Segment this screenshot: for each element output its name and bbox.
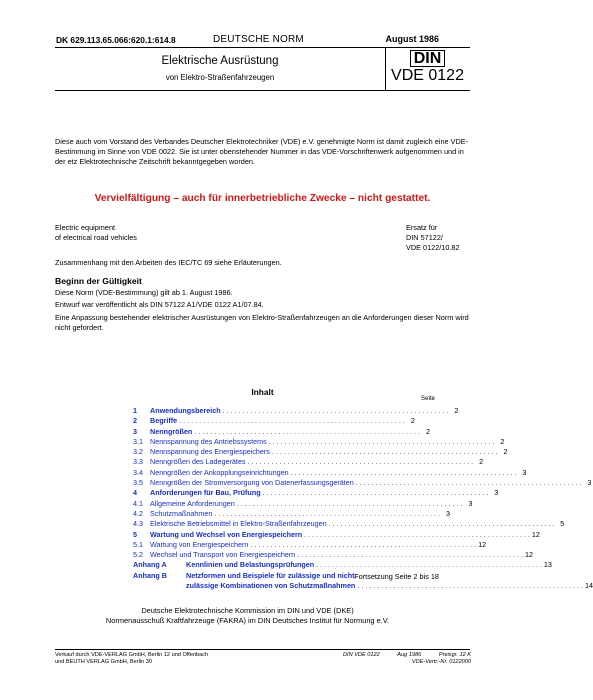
toc-leader-dots: . . . . . . . . . . . . . . . . . . . . . . . . . . . . . . . . . . . . . . . . . . . . . . . . . . . . . . . . . — [248, 539, 477, 549]
toc-entry-text: Wartung und Wechsel von Energiespeichern — [150, 529, 303, 539]
toc-entry[interactable] — [133, 529, 540, 540]
footer-divider — [55, 649, 470, 650]
toc-entry[interactable] — [133, 447, 508, 457]
toc-entry-number: 3.3 — [133, 457, 143, 467]
toc-entry-page: 12 — [524, 550, 533, 560]
toc-leader-dots: . . . . . . . . . . . . . . . . . . . . . . . . . . . . . . . . . . . . . . . . . . . . . . . . . . . . . . . . . — [260, 488, 489, 498]
commission-line: Deutsche Elektrotechnische Kommission im DIN und VDE (DKE) — [141, 606, 354, 615]
toc-entry[interactable] — [133, 550, 533, 560]
norm-type: DEUTSCHE NORM — [213, 34, 304, 45]
toc-page-label: Seite — [420, 395, 435, 402]
toc-entry-page: 2 — [479, 457, 484, 467]
toc-leader-dots: . . . . . . . . . . . . . . . . . . . . . . . . . . . . . . . . . . . . . . . . . . . . . . . . . . . . . . . . . — [234, 498, 463, 508]
copy-notice: Vervielfältigung – auch für innerbetriebliche Zwecke – nicht gestattet. — [94, 193, 431, 204]
toc-entry[interactable] — [133, 560, 552, 570]
din-logo-text: DIN — [410, 50, 446, 67]
toc-leader-dots: . . . . . . . . . . . . . . . . . . . . . . . . . . . . . . . . . . . . . . . . . . . . . . . . . . . . . . . . . — [295, 550, 523, 560]
iec-note: Zusammenhang mit den Arbeiten des IEC/TC 69 siehe Erläuterungen. — [55, 258, 282, 267]
document-subtitle: von Elektro-Straßenfahrzeugen — [165, 73, 275, 82]
toc-entry-number: 1 — [133, 406, 137, 415]
toc-entry[interactable] — [133, 426, 430, 437]
toc-entry-title — [150, 509, 440, 519]
toc-entry-page: 3 — [445, 508, 450, 518]
english-title-line: Electric equipment — [55, 223, 116, 232]
replaces-line: VDE 0122/10.82 — [406, 243, 460, 252]
din-logo — [385, 50, 470, 68]
toc-entry-text: Wartung von Energiespeichern — [150, 539, 249, 549]
toc-entry[interactable] — [133, 498, 473, 509]
toc-leader-dots: . . . . . . . . . . . . . . . . . . . . . . . . . . . . . . . . . . . . . . . . . . . . . . . . . . . . . . . . . — [353, 478, 582, 488]
toc-entry-number: 2 — [133, 416, 137, 426]
footer-left — [55, 652, 208, 666]
toc-leader-dots: . . . . . . . . . . . . . . . . . . . . . . . . . . . . . . . . . . . . . . . . . . . . . . . . . . . . . . . . . — [314, 560, 542, 570]
toc-entry-text: Anwendungsbereich — [150, 406, 221, 415]
toc-entry-title — [150, 530, 530, 540]
toc-entry-number: 4 — [133, 488, 137, 498]
toc-leader-dots: . . . . . . . . . . . . . . . . . . . . . . . . . . . . . . . . . . . . . . . . . . . . . . . . . . . . . . . . . — [245, 457, 474, 467]
toc-entry-text: Nennspannung des Antriebssystems — [150, 436, 267, 446]
toc-entry-text: Wechsel und Transport von Energiespeichern — [150, 550, 296, 560]
toc-entry-number: 3.2 — [133, 447, 143, 457]
toc-entry-page: 2 — [503, 447, 508, 457]
toc-leader-dots: . . . . . . . . . . . . . . . . . . . . . . . . . . . . . . . . . . . . . . . . . . . . . . . . . . . . . . . . . — [269, 447, 498, 457]
toc-entry-title — [150, 488, 488, 498]
toc-entry-page: 3 — [587, 478, 592, 488]
toc-entry-page: 14 — [584, 581, 593, 591]
intro-paragraph: Diese auch vom Vorstand des Verbandes Deutscher Elektrotechniker (VDE) e.V. genehmigte Norm ist damit zugleich eine VDE-Bestimmung im Sinne von VDE 0022. Sie ist unter obenstehender Nummer in das VDE-Vorschriftenwerk aufgenommen und in der etz Elektrotechnische Zeitschrift bekanntgegeben worden. — [55, 137, 469, 166]
toc-entry-number: Anhang A — [133, 560, 167, 570]
footer-left-line: Verkauf durch VDE-VERLAG GmbH, Berlin 12 und Offenbach — [55, 652, 209, 658]
toc-entry-number: 5 — [133, 529, 137, 539]
toc-entry-text: Schutzmaßnahmen — [150, 508, 213, 518]
dk-number: DK 629.113.65.066:620.1:614.8 — [56, 35, 176, 45]
toc-entry-text: Netzformen und Beispiele für zulässige und nicht — [186, 570, 355, 580]
toc-entry-text: Allgemeine Anforderungen — [150, 498, 235, 508]
toc-entry-number: 4.2 — [133, 508, 143, 518]
toc-entry-number: Anhang B — [133, 570, 167, 580]
toc-entry-page: 12 — [478, 539, 487, 549]
toc-leader-dots: . . . . . . . . . . . . . . . . . . . . . . . . . . . . . . . . . . . . . . . . . . . . . . . . . . . . . . . . . — [177, 416, 405, 426]
continuation-note: Fortsetzung Seite 2 bis 18 — [354, 572, 439, 581]
toc-entry-page: 12 — [531, 529, 540, 539]
toc-leader-dots: . . . . . . . . . . . . . . . . . . . . . . . . . . . . . . . . . . . . . . . . . . . . . . . . . . . . . . . . . — [326, 519, 555, 529]
footer-date: Aug 1986 — [397, 652, 422, 658]
toc-entry-title — [150, 457, 473, 467]
toc-entry-page: 3 — [522, 467, 527, 477]
toc-entry-text: Kennlinien und Belastungsprüfungen — [186, 560, 315, 570]
toc-entry-page: 2 — [454, 406, 459, 415]
toc-title: Inhalt — [251, 387, 274, 397]
toc-entry-text: Nenngrößen — [150, 426, 193, 436]
toc-entry[interactable] — [133, 467, 527, 478]
toc-entry[interactable] — [133, 488, 499, 498]
toc-entry-page: 2 — [500, 436, 505, 446]
adaptation-note: Eine Anpassung bestehender elektrischer Ausrüstungen von Elektro-Straßenfahrzeugen an die Anforderungen dieser Norm wird nicht gefordert. — [55, 313, 469, 332]
toc-entry-text: Nennspannung des Energiespeichers — [150, 447, 270, 457]
toc-leader-dots: . . . . . . . . . . . . . . . . . . . . . . . . . . . . . . . . . . . . . . . . . . . . . . . . . . . . . . . . . — [288, 467, 517, 477]
toc-leader-dots: . . . . . . . . . . . . . . . . . . . . . . . . . . . . . . . . . . . . . . . . . . . . . . . . . . . . . . . . . — [302, 529, 530, 539]
toc-entry-page: 2 — [410, 416, 415, 426]
toc-entry-number: 3.1 — [133, 436, 143, 446]
toc-entry-title — [150, 427, 420, 437]
toc-entry-text: Nenngrößen des Ladegerätes — [150, 457, 246, 467]
toc-entry[interactable] — [133, 416, 415, 426]
toc-entry[interactable] — [133, 406, 459, 416]
toc-entry-text: Nenngrößen der Ankopplungseinrichtungen — [150, 467, 289, 477]
toc-entry-title — [150, 519, 554, 529]
toc-entry-number: 3.5 — [133, 478, 143, 488]
toc-entry[interactable] — [133, 457, 484, 467]
toc-entry-title — [150, 478, 581, 488]
replaces-block — [406, 223, 460, 253]
toc-entry-title — [150, 437, 494, 447]
toc-entry-title — [186, 581, 583, 591]
toc-entry[interactable] — [133, 478, 592, 488]
toc-entry-page: 5 — [560, 519, 565, 529]
toc-leader-dots: . . . . . . . . . . . . . . . . . . . . . . . . . . . . . . . . . . . . . . . . . . . . . . . . . . . . . . . . . — [266, 436, 495, 446]
toc-entry-number: 5.1 — [133, 539, 143, 549]
toc-entry-number: 3 — [133, 426, 137, 436]
toc-leader-dots: . . . . . . . . . . . . . . . . . . . . . . . . . . . . . . . . . . . . . . . . . . . . . . . . . . . . . . . . . — [192, 426, 420, 436]
toc-entry[interactable] — [133, 539, 487, 550]
toc-entry-title — [186, 560, 542, 570]
toc-entry-title — [150, 406, 448, 416]
toc-entry-title — [150, 447, 498, 457]
toc-entry-title — [150, 550, 523, 560]
toc-entry-text: zulässige Kombinationen von Schutzmaßnahmen — [186, 581, 356, 591]
issue-date: August 1986 — [385, 34, 439, 44]
validity-heading: Beginn der Gültigkeit — [55, 276, 142, 286]
vde-number: VDE 0122 — [391, 67, 464, 84]
toc-entry-text: Nenngrößen der Stromversorgung von Datenerfassungsgeräten — [150, 478, 354, 488]
title-box — [55, 47, 470, 91]
toc-entry[interactable] — [133, 508, 450, 519]
toc-entry-page: 3 — [468, 498, 473, 508]
toc-entry-number: 5.2 — [133, 550, 143, 560]
footer-vde-contract: VDE-Vertr.-Nr. 0122000 — [411, 659, 471, 666]
toc-entry-title — [150, 540, 476, 550]
toc-entry-page: 13 — [543, 560, 552, 570]
toc-entry[interactable] — [133, 519, 565, 529]
toc-entry-title — [150, 499, 462, 509]
english-title-line: of electrical road vehicles — [55, 233, 137, 242]
footer-left-line: und BEUTH VERLAG GmbH, Berlin 30 — [55, 659, 152, 666]
toc-entry-title — [150, 468, 516, 478]
toc-entry-text: Anforderungen für Bau, Prüfung — [150, 488, 261, 498]
replaces-line: DIN 57122/ — [406, 233, 443, 242]
toc-entry-number: 4.1 — [133, 498, 143, 508]
toc-entry-page: 3 — [494, 488, 499, 498]
toc-entry-text: Begriffe — [150, 416, 178, 426]
footer-norm-number: DIN VDE 0122 — [343, 652, 380, 658]
toc-entry[interactable] — [133, 436, 505, 447]
toc-entry-indent — [133, 581, 186, 591]
commission-line: Normenausschuß Kraftfahrzeuge (FAKRA) im DIN Deutsches Institut für Normung e.V. — [105, 616, 390, 625]
toc-entry-number: 3.4 — [133, 467, 143, 477]
toc-entry-continuation[interactable] — [133, 581, 593, 591]
validity-line: Diese Norm (VDE-Bestimmung) gilt ab 1. August 1986. — [55, 288, 233, 297]
toc-leader-dots: . . . . . . . . . . . . . . . . . . . . . . . . . . . . . . . . . . . . . . . . . . . . . . . . . . . . . . . . . — [355, 581, 583, 591]
document-title: Elektrische Ausrüstung — [161, 55, 279, 67]
toc-entry-page: 2 — [425, 426, 430, 436]
commission-block — [0, 606, 495, 626]
english-title — [55, 223, 137, 243]
replaces-line: Ersatz für — [406, 223, 438, 232]
toc-leader-dots: . . . . . . . . . . . . . . . . . . . . . . . . . . . . . . . . . . . . . . . . . . . . . . . . . . . . . . . . . — [220, 406, 449, 415]
toc-leader-dots: . . . . . . . . . . . . . . . . . . . . . . . . . . . . . . . . . . . . . . . . . . . . . . . . . . . . . . . . . — [212, 508, 440, 518]
toc-entry-text: Elektrische Betriebsmittel in Elektro-Straßenfahrzeugen — [150, 519, 327, 529]
toc-entry-title — [150, 416, 405, 426]
footer-right — [343, 652, 471, 666]
draft-line: Entwurf war veröffentlicht als DIN 57122 A1/VDE 0122 A1/07.84. — [55, 300, 264, 309]
toc-entry-number: 4.3 — [133, 519, 143, 529]
footer-price-group: Preisgr. 12 K — [438, 652, 471, 658]
